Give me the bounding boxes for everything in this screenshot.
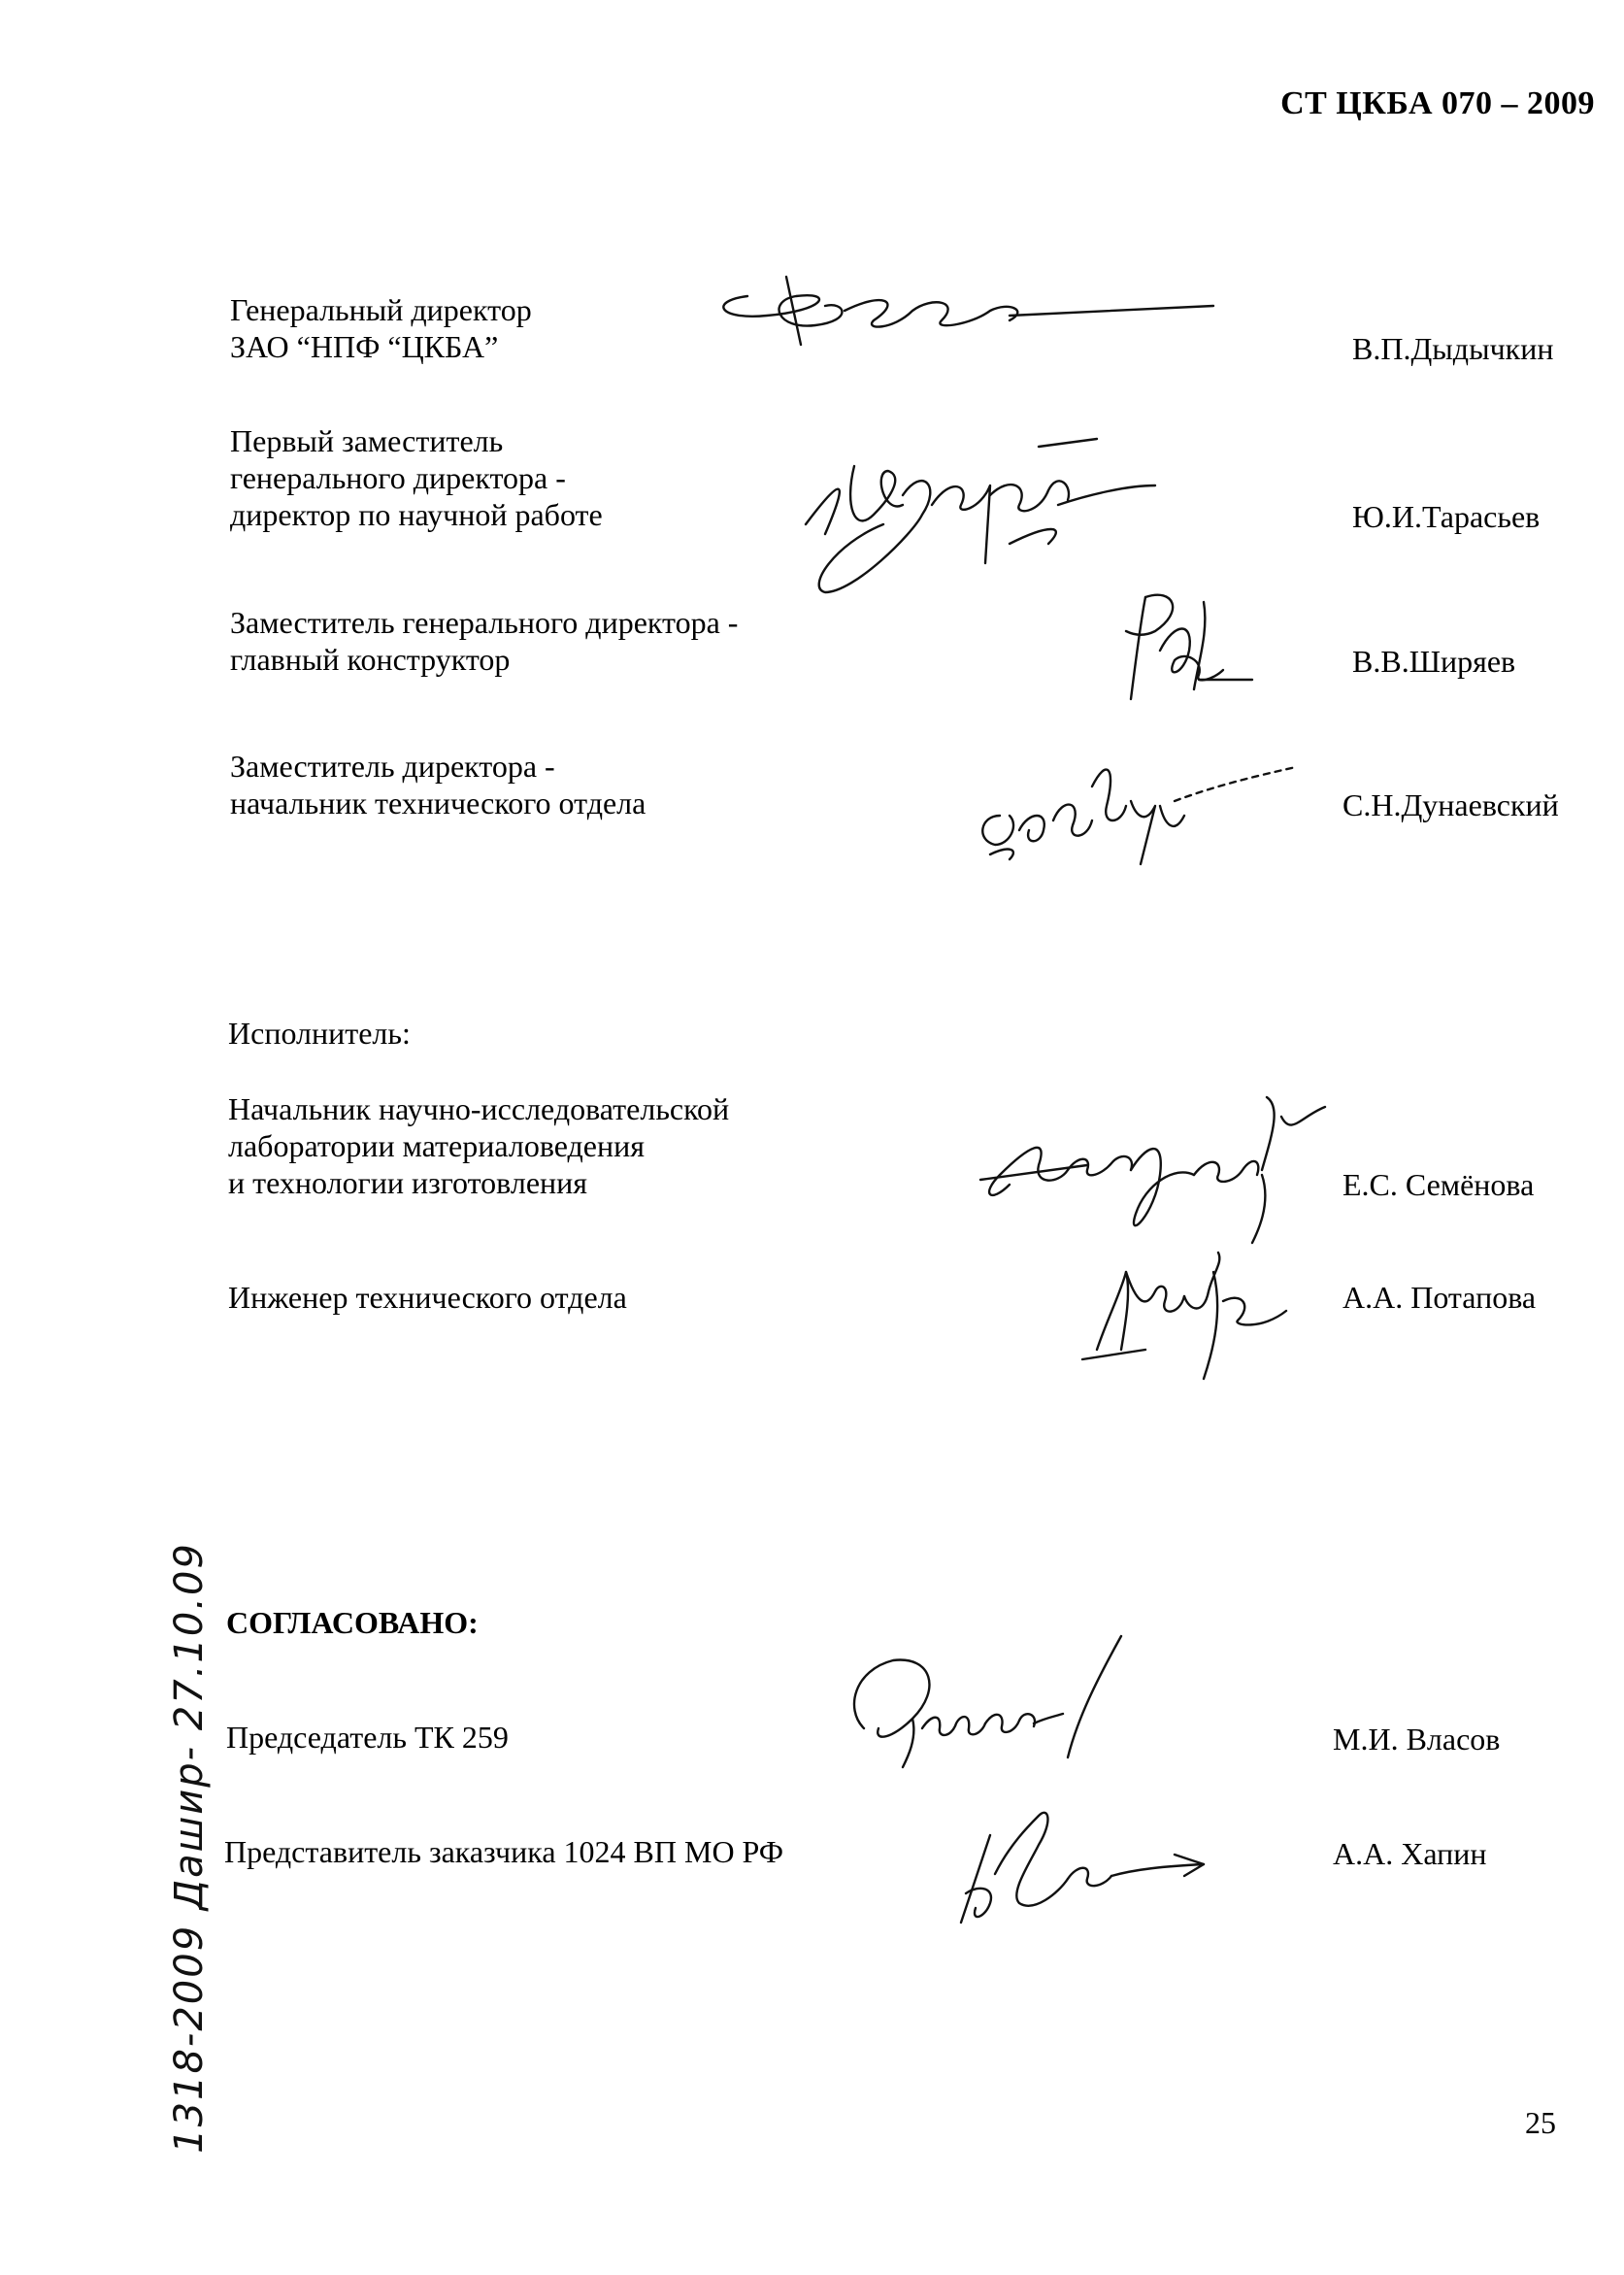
signatory-title-line: Заместитель директора -: [230, 749, 555, 784]
signature-semenova: [971, 1078, 1340, 1253]
approval-title-line: Председатель ТК 259: [226, 1720, 509, 1755]
signatory-title-line: ЗАО “НПФ “ЦКБА”: [230, 329, 499, 364]
signature-potapova: [1077, 1233, 1301, 1388]
executor-title-line: Инженер технического отдела: [228, 1280, 627, 1315]
approval-name: А.А. Хапин: [1333, 1836, 1487, 1871]
signatory-title-line: Первый заместитель: [230, 423, 504, 458]
executor-heading: Исполнитель:: [228, 1016, 411, 1051]
signatory-name: Ю.И.Тарасьев: [1352, 499, 1541, 534]
executor-title-line: и технологии изготовления: [228, 1165, 587, 1200]
document-code: СТ ЦКБА 070 – 2009: [1280, 85, 1595, 121]
signatory-title-line: начальник технического отдела: [230, 786, 646, 820]
approval-name: М.И. Власов: [1333, 1722, 1501, 1756]
signatory-name: В.П.Дыдычкин: [1352, 331, 1554, 366]
signatory-name: С.Н.Дунаевский: [1342, 787, 1559, 822]
margin-handwritten-stamp: 1318-2009 Дашир- 27.10.09: [166, 1542, 212, 2154]
signature-vlasov: [835, 1631, 1136, 1777]
executor-name: А.А. Потапова: [1342, 1280, 1537, 1315]
approval-heading: СОГЛАСОВАНО:: [226, 1605, 479, 1640]
signature-dydychkin: [709, 272, 1213, 359]
signatory-title-line: директор по научной работе: [230, 497, 603, 532]
signatory-title-line: Заместитель генерального директора -: [230, 605, 739, 640]
signatory-title-line: генерального директора -: [230, 460, 566, 495]
signature-dunaevsky: [971, 748, 1301, 874]
signatory-title-line: главный конструктор: [230, 642, 511, 677]
executor-title-line: лаборатории материаловедения: [228, 1128, 645, 1163]
executor-name: Е.С. Семёнова: [1342, 1167, 1535, 1202]
signature-khapin: [942, 1787, 1213, 1932]
signatory-name: В.В.Ширяев: [1352, 644, 1516, 679]
approval-title-line: Представитель заказчика 1024 ВП МО РФ: [224, 1834, 784, 1869]
page-number: 25: [1525, 2105, 1556, 2140]
signatory-title-line: Генеральный директор: [230, 292, 532, 327]
executor-title-line: Начальник научно-исследовательской: [228, 1091, 730, 1126]
signature-shiryaev: [1107, 583, 1252, 709]
